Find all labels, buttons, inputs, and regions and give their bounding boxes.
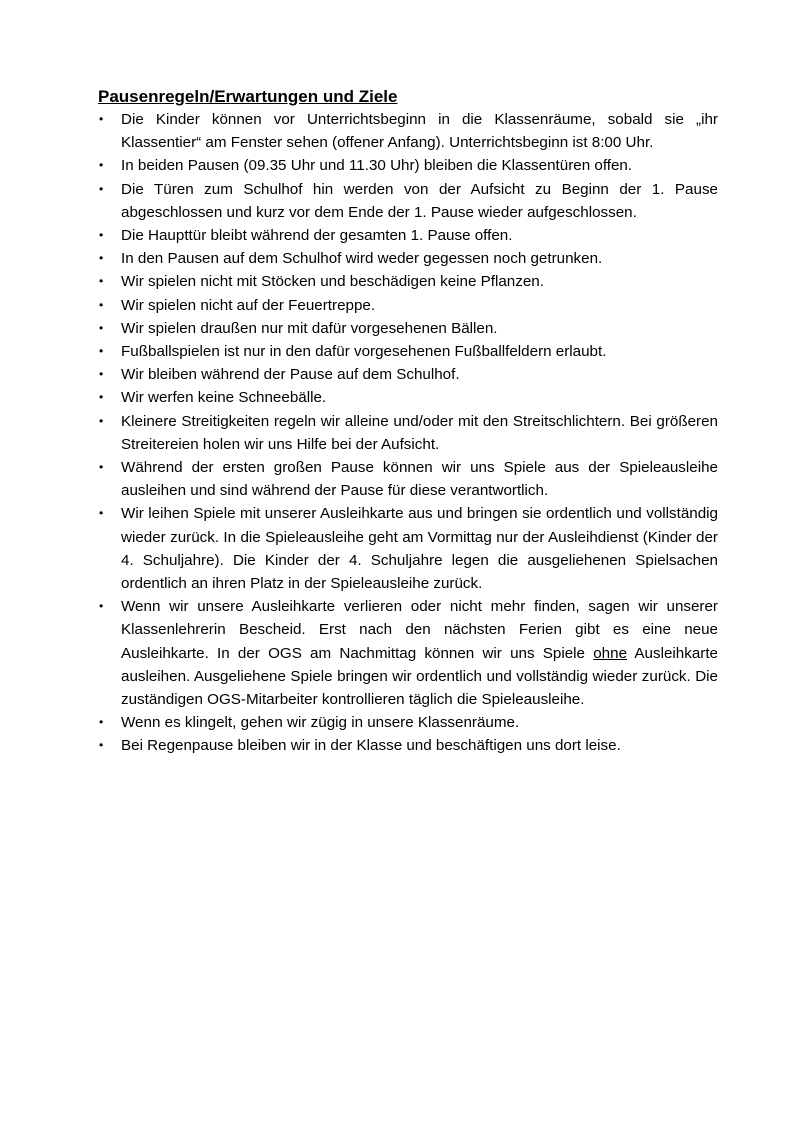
rule-text: Fußballspielen ist nur in den dafür vorgesehenen Fußballfeldern erlaubt. <box>121 343 607 361</box>
rule-text: Wir spielen draußen nur mit dafür vorgesehenen Bällen. <box>121 319 498 337</box>
list-item <box>98 363 718 386</box>
bullet-icon: • <box>99 390 104 405</box>
rule-text: Wir spielen nicht mit Stöcken und beschädigen keine Pflanzen. <box>121 273 544 291</box>
rules-list <box>98 108 718 758</box>
bullet-icon: • <box>99 181 104 196</box>
list-item <box>98 108 718 154</box>
bullet-icon: • <box>99 112 104 126</box>
bullet-icon: • <box>99 274 104 289</box>
rule-text: Kleinere Streitigkeiten regeln wir alleine und/oder mit den Streitschlichtern. Bei größeren Streitereien holen wir uns Hilfe bei der Aufsicht. <box>121 412 718 453</box>
bullet-icon: • <box>99 158 104 173</box>
list-item <box>98 224 718 247</box>
bullet-icon: • <box>99 460 104 475</box>
bullet-icon: • <box>99 367 104 382</box>
rule-text: Wir werfen keine Schneebälle. <box>121 389 327 407</box>
bullet-icon: • <box>99 599 104 614</box>
document-body <box>98 86 718 758</box>
bullet-icon: • <box>99 320 104 335</box>
rule-text: Die Kinder können vor Unterrichtsbeginn in die Klassenräume, sobald sie „ihr Klassentier“ am Fenster sehen (offener Anfang). Unterrichtsbeginn ist 8:00 Uhr. <box>121 111 718 152</box>
bullet-icon: • <box>99 738 104 753</box>
list-item <box>98 340 718 363</box>
document-title: Pausenregeln/Erwartungen und Ziele <box>98 87 398 106</box>
rule-text: In den Pausen auf dem Schulhof wird weder gegessen noch getrunken. <box>121 250 603 268</box>
underlined-word: ohne <box>593 644 628 662</box>
bullet-icon: • <box>99 506 104 521</box>
list-item <box>98 270 718 293</box>
list-item <box>98 317 718 340</box>
list-item <box>98 178 718 224</box>
bullet-icon: • <box>99 715 104 730</box>
list-item <box>98 734 718 757</box>
list-item <box>98 154 718 177</box>
list-item <box>98 456 718 502</box>
rule-text-start: Wenn wir unsere Ausleihkarte verlieren oder nicht mehr finden, sagen wir unserer Klassenlehrerin Bescheid. Erst nach den nächsten Ferien gibt es eine neue Ausleihkarte. In der OGS am Nachmittag können wir uns Spiele <box>121 598 718 662</box>
rule-text: Wenn es klingelt, gehen wir zügig in unsere Klassenräume. <box>121 714 520 732</box>
rule-text: Wir leihen Spiele mit unserer Ausleihkarte aus und bringen sie ordentlich und vollständig wieder zurück. In die Spieleausleihe geht am Vormittag nur der Ausleihdienst (Kinder der 4. Schuljahre). Die Kinder der 4. Schuljahre legen die ausgeliehenen Spielsachen ordentlich an ihren Platz in der Spieleausleihe zurück. <box>121 505 718 593</box>
rule-text: Wir bleiben während der Pause auf dem Schulhof. <box>121 366 460 384</box>
rule-text: In beiden Pausen (09.35 Uhr und 11.30 Uhr) bleiben die Klassentüren offen. <box>121 157 633 175</box>
rule-text: Bei Regenpause bleiben wir in der Klasse und beschäftigen uns dort leise. <box>121 737 621 755</box>
bullet-icon: • <box>99 413 104 428</box>
list-item <box>98 247 718 270</box>
list-item <box>98 595 718 711</box>
rule-text: Wir spielen nicht auf der Feuertreppe. <box>121 296 376 314</box>
list-item <box>98 386 718 409</box>
list-item <box>98 410 718 456</box>
rule-text: Die Haupttür bleibt während der gesamten 1. Pause offen. <box>121 227 513 245</box>
bullet-icon: • <box>99 344 104 359</box>
list-item <box>98 711 718 734</box>
bullet-icon: • <box>99 297 104 312</box>
list-item <box>98 294 718 317</box>
list-item <box>98 502 718 595</box>
rule-text: Die Türen zum Schulhof hin werden von der Aufsicht zu Beginn der 1. Pause abgeschlossen und kurz vor dem Ende der 1. Pause wieder aufgeschlossen. <box>121 180 718 221</box>
rule-text-end: Ausleihkarte ausleihen. Ausgeliehene Spiele bringen wir ordentlich und vollständig wieder zurück. Die zuständigen OGS-Mitarbeiter kontrollieren täglich die Spieleausleihe. <box>121 644 718 709</box>
bullet-icon: • <box>99 228 104 243</box>
rule-text: Während der ersten großen Pause können wir uns Spiele aus der Spieleausleihe ausleihen und sind während der Pause für diese verantwortlich. <box>121 459 718 500</box>
bullet-icon: • <box>99 251 104 266</box>
